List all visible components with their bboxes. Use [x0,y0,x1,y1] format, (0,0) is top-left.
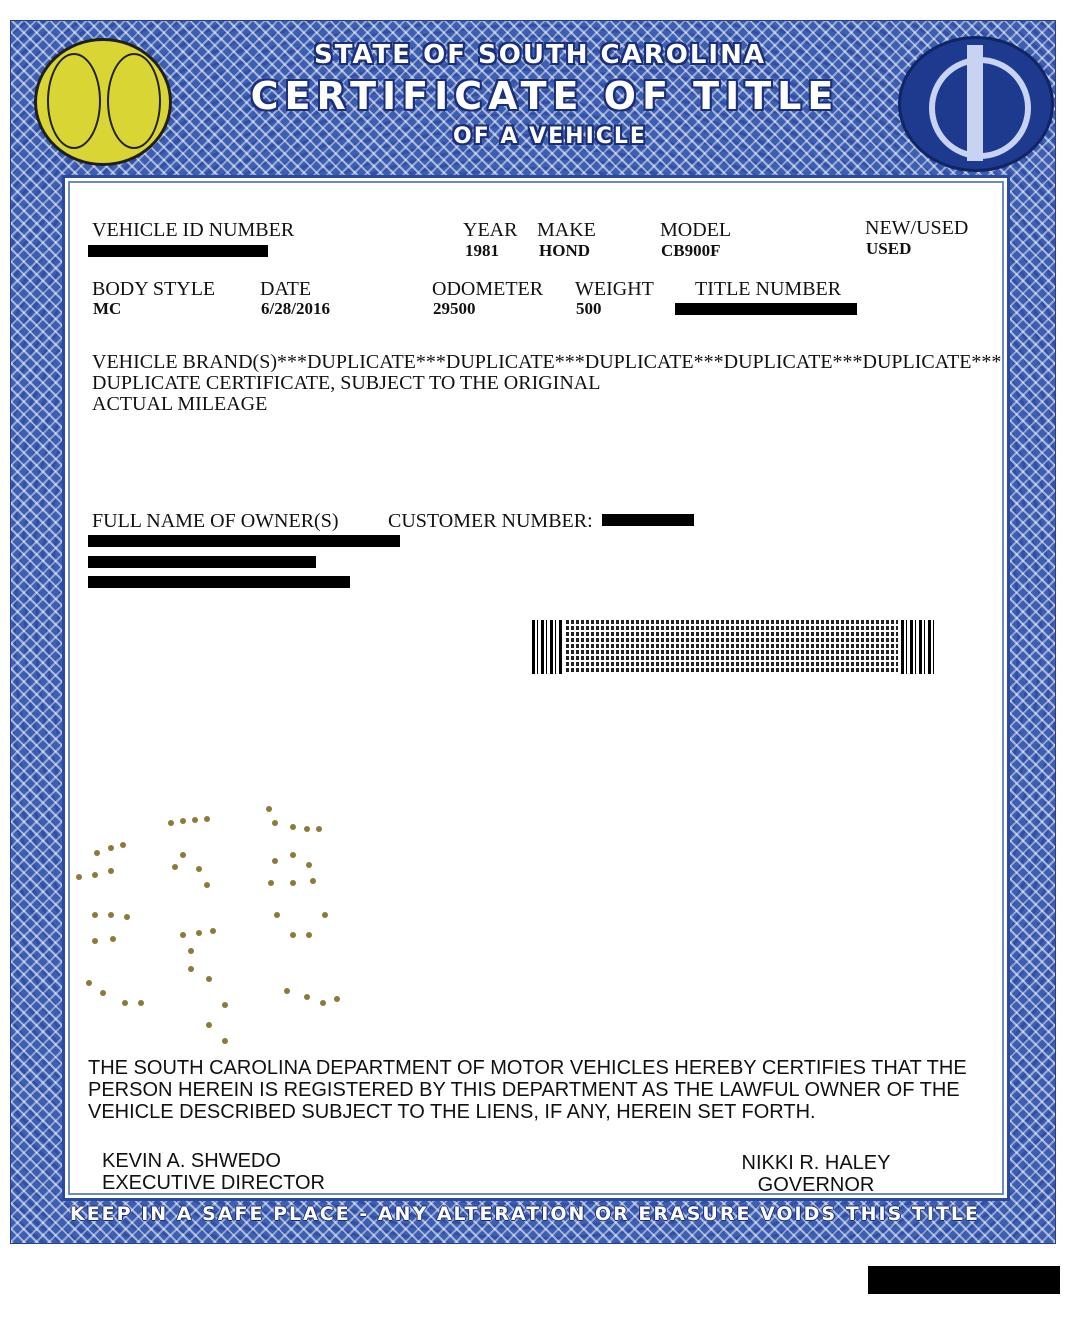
year-value: 1981 [465,241,499,260]
header-state: STATE OF SOUTH CAROLINA [314,40,766,70]
signatory-left [102,1150,325,1194]
footer-warning: KEEP IN A SAFE PLACE - ANY ALTERATION OR ERASURE VOIDS THIS TITLE [69,1203,981,1225]
year-label: YEAR [463,219,518,241]
vehicle-brands [92,352,1001,415]
body-style-label: BODY STYLE [92,278,216,300]
customer-number-redaction [602,514,694,526]
header-title: CERTIFICATE OF TITLE [250,74,840,118]
certification-line-2: PERSON HEREIN IS REGISTERED BY THIS DEPARTMENT AS THE LAWFUL OWNER OF THE [88,1079,960,1101]
signatory-right-name: NIKKI R. HALEY [741,1152,891,1174]
state-seal-icon [34,38,172,166]
document-number-redaction [868,1266,1060,1294]
barcode [532,620,936,674]
customer-number-label: CUSTOMER NUMBER: [388,510,593,532]
owner-name-redaction [88,535,400,547]
certificate-body [62,175,1010,1201]
model-label: MODEL [660,219,732,241]
newused-value: USED [866,239,912,258]
body-style-value: MC [93,299,122,318]
certification-line-3: VEHICLE DESCRIBED SUBJECT TO THE LIENS, IF ANY, HEREIN SET FORTH. [88,1101,816,1123]
vin-redaction [88,245,268,257]
signatory-left-name: KEVIN A. SHWEDO [102,1150,281,1172]
signatory-right [738,1152,894,1196]
certification-line-1: THE SOUTH CAROLINA DEPARTMENT OF MOTOR VEHICLES HEREBY CERTIFIES THAT THE [88,1057,967,1079]
brands-line-1: VEHICLE BRAND(S)***DUPLICATE***DUPLICATE***DUPLICATE***DUPLICATE***DUPLICATE*** [92,351,1002,373]
vin-label: VEHICLE ID NUMBER [92,219,295,241]
odometer-label: ODOMETER [432,278,544,300]
weight-value: 500 [576,299,602,318]
owner-name-label: FULL NAME OF OWNER(S) [92,510,339,532]
signatory-right-title: GOVERNOR [757,1174,875,1196]
header-subtitle: OF A VEHICLE [453,124,647,149]
date-value: 6/28/2016 [261,299,330,318]
model-value: CB900F [661,241,721,260]
make-value: HOND [539,241,590,260]
signatory-left-title: EXECUTIVE DIRECTOR [102,1172,325,1194]
owner-address-redaction [88,556,316,568]
make-label: MAKE [537,219,596,241]
brands-line-2: DUPLICATE CERTIFICATE, SUBJECT TO THE ORIGINAL [92,372,601,394]
title-number-label: TITLE NUMBER [695,278,842,300]
scdmv-logo-icon [898,36,1054,172]
newused-label: NEW/USED [865,217,969,239]
title-number-redaction [675,303,857,315]
odometer-value: 29500 [433,299,476,318]
certification-text [88,1057,967,1123]
date-label: DATE [260,278,312,300]
weight-label: WEIGHT [575,278,654,300]
brands-line-3: ACTUAL MILEAGE [92,393,268,415]
owner-city-redaction [88,576,350,588]
